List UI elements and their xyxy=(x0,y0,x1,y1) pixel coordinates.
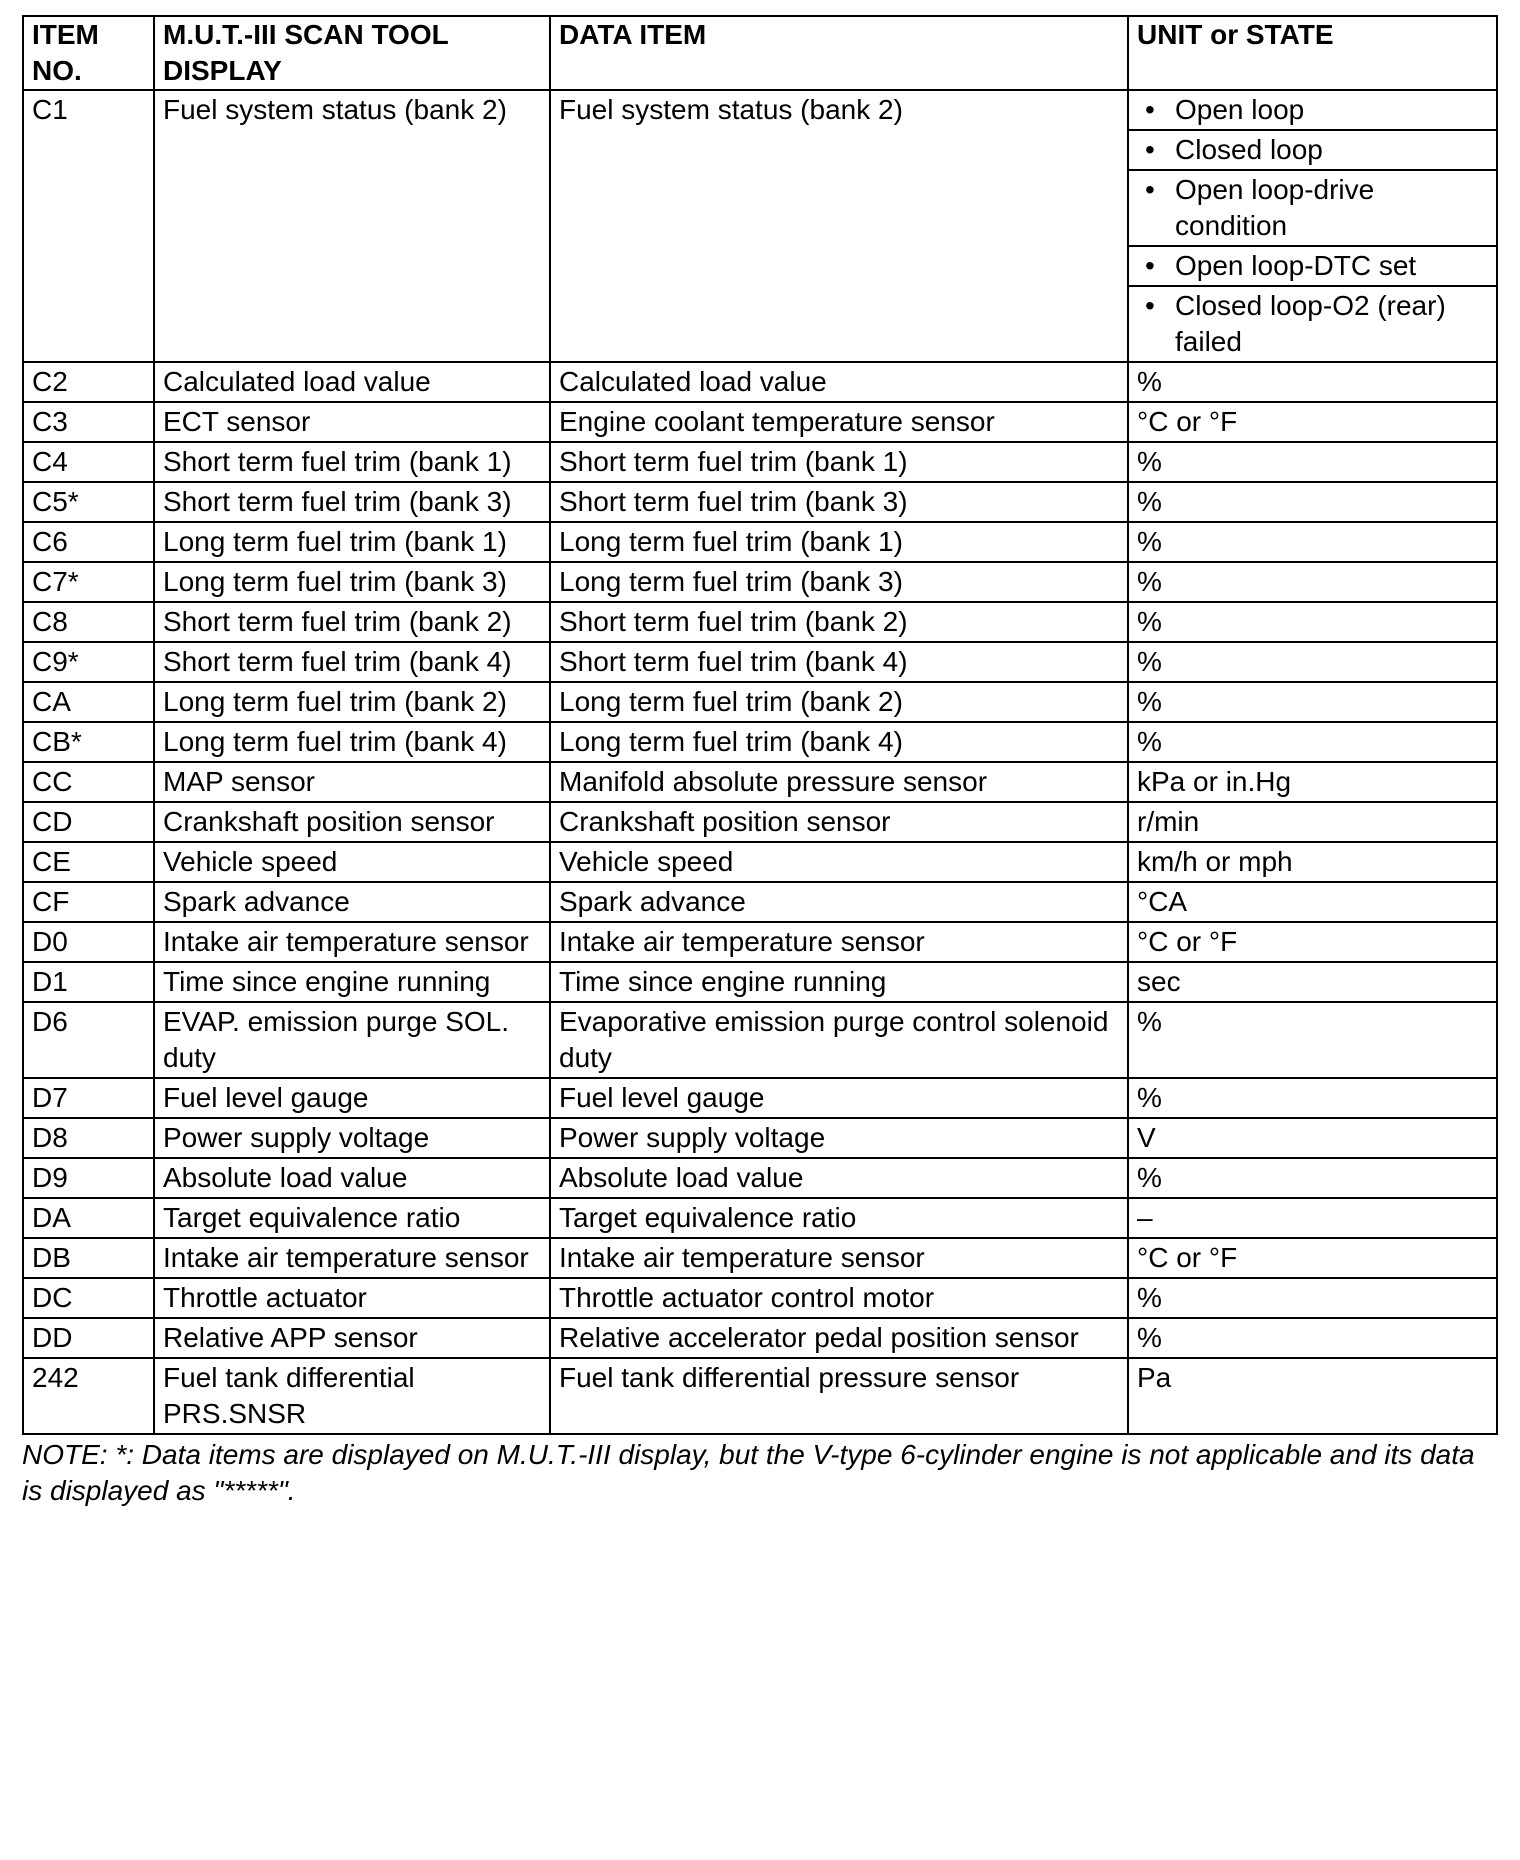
cell-item-no: C8 xyxy=(23,602,154,642)
table-row xyxy=(23,362,1497,402)
table-row xyxy=(23,1002,1497,1078)
table-row xyxy=(23,642,1497,682)
cell-unit-state: % xyxy=(1128,522,1497,562)
cell-data-item: Intake air temperature sensor xyxy=(550,922,1128,962)
state-label: Closed loop-O2 (rear) failed xyxy=(1175,290,1446,357)
cell-data-item: Short term fuel trim (bank 1) xyxy=(550,442,1128,482)
cell-mut-display: EVAP. emission purge SOL. duty xyxy=(154,1002,550,1078)
cell-data-item: Long term fuel trim (bank 2) xyxy=(550,682,1128,722)
cell-unit-state: % xyxy=(1128,682,1497,722)
state-list xyxy=(1129,91,1496,361)
cell-mut-display: Power supply voltage xyxy=(154,1118,550,1158)
cell-mut-display: Calculated load value xyxy=(154,362,550,402)
cell-item-no: C5* xyxy=(23,482,154,522)
cell-data-item: Long term fuel trim (bank 3) xyxy=(550,562,1128,602)
cell-mut-display: Intake air temperature sensor xyxy=(154,1238,550,1278)
cell-mut-display: Vehicle speed xyxy=(154,842,550,882)
cell-item-no: D1 xyxy=(23,962,154,1002)
cell-data-item: Engine coolant temperature sensor xyxy=(550,402,1128,442)
cell-data-item: Short term fuel trim (bank 3) xyxy=(550,482,1128,522)
cell-unit-state: % xyxy=(1128,362,1497,402)
cell-mut-display: Fuel system status (bank 2) xyxy=(154,90,550,362)
table-row xyxy=(23,842,1497,882)
cell-unit-state: km/h or mph xyxy=(1128,842,1497,882)
cell-data-item: Calculated load value xyxy=(550,362,1128,402)
table-row xyxy=(23,1158,1497,1198)
table-row xyxy=(23,882,1497,922)
cell-unit-state: % xyxy=(1128,482,1497,522)
cell-mut-display: ECT sensor xyxy=(154,402,550,442)
table-row xyxy=(23,602,1497,642)
cell-unit-state xyxy=(1128,90,1497,362)
cell-unit-state: % xyxy=(1128,1002,1497,1078)
cell-mut-display: Short term fuel trim (bank 1) xyxy=(154,442,550,482)
table-row xyxy=(23,922,1497,962)
cell-unit-state: V xyxy=(1128,1118,1497,1158)
table-row xyxy=(23,1318,1497,1358)
table-row xyxy=(23,1278,1497,1318)
cell-unit-state: °C or °F xyxy=(1128,922,1497,962)
table-row xyxy=(23,522,1497,562)
cell-item-no: CB* xyxy=(23,722,154,762)
cell-mut-display: Relative APP sensor xyxy=(154,1318,550,1358)
state-label: Open loop xyxy=(1175,94,1305,125)
cell-item-no: C9* xyxy=(23,642,154,682)
cell-item-no: D8 xyxy=(23,1118,154,1158)
cell-item-no: 242 xyxy=(23,1358,154,1434)
cell-unit-state: r/min xyxy=(1128,802,1497,842)
state-item xyxy=(1129,247,1496,287)
header-mut-display: M.U.T.-III SCAN TOOL DISPLAY xyxy=(154,16,550,90)
cell-item-no: C7* xyxy=(23,562,154,602)
cell-mut-display: Short term fuel trim (bank 4) xyxy=(154,642,550,682)
cell-mut-display: Absolute load value xyxy=(154,1158,550,1198)
cell-mut-display: Target equivalence ratio xyxy=(154,1198,550,1238)
cell-data-item: Fuel level gauge xyxy=(550,1078,1128,1118)
table-row xyxy=(23,1358,1497,1434)
state-label: Closed loop xyxy=(1175,134,1323,165)
table-header-row xyxy=(23,16,1497,90)
cell-unit-state: °C or °F xyxy=(1128,1238,1497,1278)
cell-unit-state: % xyxy=(1128,562,1497,602)
cell-mut-display: Spark advance xyxy=(154,882,550,922)
cell-data-item: Fuel tank differential pressure sensor xyxy=(550,1358,1128,1434)
header-data-item: DATA ITEM xyxy=(550,16,1128,90)
table-row xyxy=(23,962,1497,1002)
cell-item-no: D7 xyxy=(23,1078,154,1118)
cell-mut-display: Throttle actuator xyxy=(154,1278,550,1318)
cell-mut-display: Long term fuel trim (bank 4) xyxy=(154,722,550,762)
cell-item-no: CE xyxy=(23,842,154,882)
cell-mut-display: Long term fuel trim (bank 1) xyxy=(154,522,550,562)
cell-unit-state: Pa xyxy=(1128,1358,1497,1434)
header-item-no: ITEM NO. xyxy=(23,16,154,90)
cell-data-item: Target equivalence ratio xyxy=(550,1198,1128,1238)
cell-mut-display: Time since engine running xyxy=(154,962,550,1002)
bullet-icon: • xyxy=(1145,94,1155,125)
cell-mut-display: Crankshaft position sensor xyxy=(154,802,550,842)
cell-item-no: D9 xyxy=(23,1158,154,1198)
cell-item-no: DD xyxy=(23,1318,154,1358)
table-row xyxy=(23,802,1497,842)
cell-data-item: Vehicle speed xyxy=(550,842,1128,882)
header-unit-state: UNIT or STATE xyxy=(1128,16,1497,90)
table-row xyxy=(23,762,1497,802)
cell-item-no: C1 xyxy=(23,90,154,362)
cell-unit-state: °CA xyxy=(1128,882,1497,922)
cell-data-item: Manifold absolute pressure sensor xyxy=(550,762,1128,802)
table-row xyxy=(23,482,1497,522)
state-item xyxy=(1129,91,1496,131)
cell-data-item: Long term fuel trim (bank 4) xyxy=(550,722,1128,762)
cell-data-item: Spark advance xyxy=(550,882,1128,922)
cell-data-item: Time since engine running xyxy=(550,962,1128,1002)
state-item xyxy=(1129,171,1496,247)
footnote: NOTE: *: Data items are displayed on M.U.T.-III display, but the V-type 6-cylinder engine is not applicable and its data is displayed as "*****". xyxy=(22,1439,1475,1506)
table-row xyxy=(23,562,1497,602)
cell-data-item: Intake air temperature sensor xyxy=(550,1238,1128,1278)
cell-mut-display: Long term fuel trim (bank 3) xyxy=(154,562,550,602)
cell-data-item: Short term fuel trim (bank 2) xyxy=(550,602,1128,642)
cell-data-item: Power supply voltage xyxy=(550,1118,1128,1158)
cell-unit-state: % xyxy=(1128,1278,1497,1318)
state-label: Open loop-drive condition xyxy=(1175,174,1375,241)
cell-item-no: DC xyxy=(23,1278,154,1318)
bullet-icon: • xyxy=(1145,134,1155,165)
cell-item-no: D0 xyxy=(23,922,154,962)
table-row xyxy=(23,682,1497,722)
cell-mut-display: Intake air temperature sensor xyxy=(154,922,550,962)
cell-item-no: C3 xyxy=(23,402,154,442)
cell-unit-state: °C or °F xyxy=(1128,402,1497,442)
cell-unit-state: % xyxy=(1128,1318,1497,1358)
data-list-table xyxy=(22,15,1498,1435)
cell-unit-state: % xyxy=(1128,1158,1497,1198)
table-row xyxy=(23,1078,1497,1118)
table-row xyxy=(23,1238,1497,1278)
cell-unit-state: % xyxy=(1128,642,1497,682)
table-row xyxy=(23,442,1497,482)
cell-mut-display: MAP sensor xyxy=(154,762,550,802)
cell-unit-state: % xyxy=(1128,602,1497,642)
cell-unit-state: kPa or in.Hg xyxy=(1128,762,1497,802)
table-row xyxy=(23,1198,1497,1238)
cell-item-no: DA xyxy=(23,1198,154,1238)
bullet-icon: • xyxy=(1145,174,1155,205)
cell-unit-state: % xyxy=(1128,442,1497,482)
cell-data-item: Throttle actuator control motor xyxy=(550,1278,1128,1318)
cell-unit-state: % xyxy=(1128,1078,1497,1118)
cell-data-item: Evaporative emission purge control solenoid duty xyxy=(550,1002,1128,1078)
cell-data-item: Fuel system status (bank 2) xyxy=(550,90,1128,362)
cell-data-item: Relative accelerator pedal position sensor xyxy=(550,1318,1128,1358)
cell-mut-display: Fuel tank differential PRS.SNSR xyxy=(154,1358,550,1434)
cell-item-no: CC xyxy=(23,762,154,802)
state-item xyxy=(1129,287,1496,361)
document xyxy=(22,15,1496,1509)
cell-item-no: DB xyxy=(23,1238,154,1278)
bullet-icon: • xyxy=(1145,290,1155,321)
cell-item-no: C6 xyxy=(23,522,154,562)
cell-item-no: D6 xyxy=(23,1002,154,1078)
cell-item-no: CF xyxy=(23,882,154,922)
cell-unit-state: – xyxy=(1128,1198,1497,1238)
cell-data-item: Short term fuel trim (bank 4) xyxy=(550,642,1128,682)
cell-mut-display: Fuel level gauge xyxy=(154,1078,550,1118)
table-row xyxy=(23,722,1497,762)
table-row-c1 xyxy=(23,90,1497,362)
cell-mut-display: Short term fuel trim (bank 3) xyxy=(154,482,550,522)
cell-data-item: Crankshaft position sensor xyxy=(550,802,1128,842)
cell-item-no: CA xyxy=(23,682,154,722)
bullet-icon: • xyxy=(1145,250,1155,281)
cell-item-no: C2 xyxy=(23,362,154,402)
state-label: Open loop-DTC set xyxy=(1175,250,1417,281)
cell-unit-state: sec xyxy=(1128,962,1497,1002)
cell-item-no: CD xyxy=(23,802,154,842)
cell-mut-display: Long term fuel trim (bank 2) xyxy=(154,682,550,722)
cell-data-item: Long term fuel trim (bank 1) xyxy=(550,522,1128,562)
cell-mut-display: Short term fuel trim (bank 2) xyxy=(154,602,550,642)
state-item xyxy=(1129,131,1496,171)
table-row xyxy=(23,1118,1497,1158)
cell-data-item: Absolute load value xyxy=(550,1158,1128,1198)
table-row xyxy=(23,402,1497,442)
cell-item-no: C4 xyxy=(23,442,154,482)
cell-unit-state: % xyxy=(1128,722,1497,762)
